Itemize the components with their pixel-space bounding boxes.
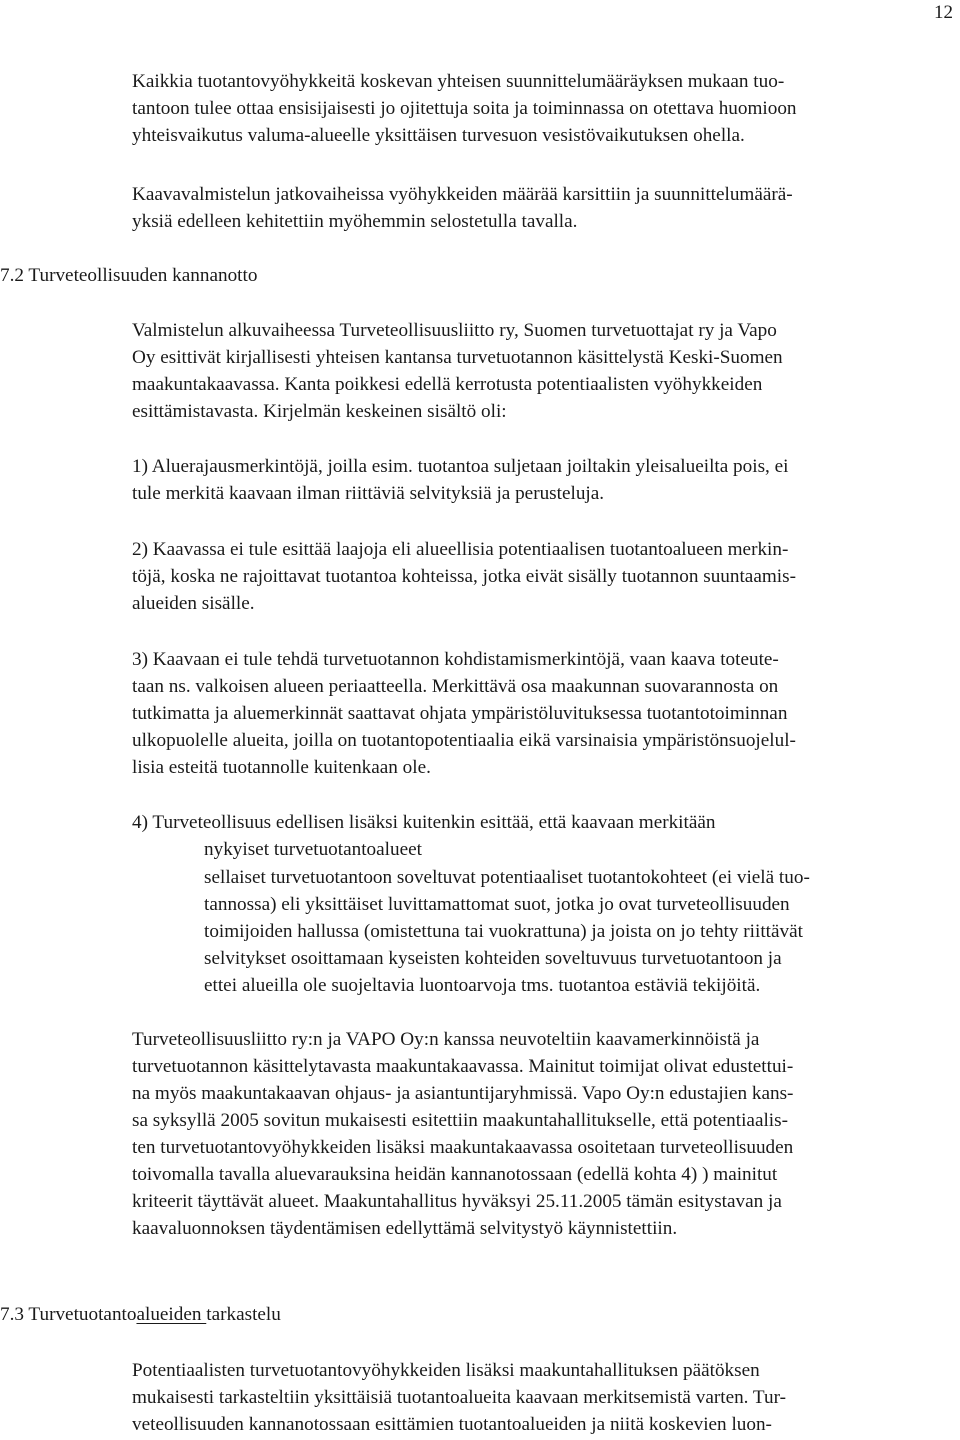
line: ettei alueilla ole suojeltavia luontoarvoja tms. tuotantoa estäviä tekijöitä. — [204, 975, 761, 996]
line: selvitykset osoittamaan kyseisten kohteiden soveltuvuus turvetuotantoon ja — [204, 948, 782, 969]
section-7-2-paragraph — [132, 317, 960, 425]
line: tule merkitä kaavaan ilman riittäviä selvityksiä ja perusteluja. — [132, 483, 605, 504]
closing-paragraph — [132, 1026, 960, 1242]
line: tantoon tulee ottaa ensisijaisesti jo ojitettuja soita ja toiminnassa on otettava huomioon — [132, 98, 797, 119]
line: Potentiaalisten turvetuotantovyöhykkeiden lisäksi maakuntahallituksen päätöksen — [132, 1360, 760, 1381]
line: 2) Kaavassa ei tule esittää laajoja eli alueellisia potentiaalisen tuotantoalueen merkin- — [132, 539, 789, 560]
line: Valmistelun alkuvaiheessa Turveteollisuusliitto ry, Suomen turvetuottajat ry ja Vapo — [132, 320, 777, 341]
line: Turveteollisuusliitto ry:n ja VAPO Oy:n kanssa neuvoteltiin kaavamerkinnöistä ja — [132, 1029, 760, 1050]
list-item-3 — [132, 646, 960, 781]
line: taan ns. valkoisen alueen periaatteella. Merkittävä osa maakunnan suovarannosta on — [132, 676, 779, 697]
heading-suffix: tarkastelu — [206, 1304, 281, 1325]
section-7-3-paragraph — [132, 1357, 960, 1438]
line: turvetuotannon käsittelytavasta maakuntakaavassa. Mainitut toimijat olivat edustettui- — [132, 1056, 794, 1077]
heading-underlined: alueiden — [136, 1304, 207, 1325]
dash-text: nykyiset turvetuotantoalueet — [204, 839, 422, 860]
line: veteollisuuden kannanotossaan esittämien tuotantoalueiden ja niitä koskevien luon- — [132, 1414, 772, 1435]
line: alueiden sisälle. — [132, 593, 255, 614]
line: tutkimatta ja aluemerkinnät saattavat ohjata ympäristöluvituksessa tuotantotoiminnan — [132, 703, 788, 724]
line: Oy esittivät kirjallisesti yhteisen kantansa turvetuotannon käsittelystä Keski-Suomen — [132, 347, 783, 368]
list-item-2 — [132, 536, 960, 617]
line: Kaikkia tuotantovyöhykkeitä koskevan yhteisen suunnittelumääräyksen mukaan tuo- — [132, 71, 785, 92]
line: ten turvetuotantovyöhykkeiden lisäksi maakuntakaavassa osoitetaan turveteollisuuden — [132, 1137, 794, 1158]
list-item-4 — [132, 809, 960, 836]
line: toivomalla tavalla aluevarauksina heidän kannanotossaan (edellä kohta 4) ) mainitut — [132, 1164, 778, 1185]
line: 3) Kaavaan ei tule tehdä turvetuotannon kohdistamismerkintöjä, vaan kaava toteute- — [132, 649, 779, 670]
line: tannossa) eli yksittäiset luvittamattomat suot, jotka jo ovat turveteollisuuden — [204, 894, 790, 915]
line: sellaiset turvetuotantoon soveltuvat potentiaaliset tuotantokohteet (ei vielä tuo- — [204, 867, 810, 888]
page-number: 12 — [934, 2, 953, 23]
line: sa syksyllä 2005 sovitun mukaisesti esitettiin maakuntahallitukselle, että potentiaalis- — [132, 1110, 788, 1131]
line: lisia esteitä tuotannolle kuitenkaan ole. — [132, 757, 431, 778]
line: mukaisesti tarkasteltiin yksittäisiä tuotantoalueita kaavaan merkitsemistä varten. Tur- — [132, 1387, 786, 1408]
planning-paragraph — [132, 181, 960, 235]
line: yksiä edelleen kehitettiin myöhemmin selostetulla tavalla. — [132, 211, 578, 232]
line: kaavaluonnoksen täydentämisen edellyttämä selvitystyö käynnistettiin. — [132, 1218, 678, 1239]
list-item-1 — [132, 453, 960, 507]
line: 1) Aluerajausmerkintöjä, joilla esim. tuotantoa suljetaan joiltakin yleisalueilta pois, ei — [132, 456, 789, 477]
line: toimijoiden hallussa (omistettuna tai vuokrattuna) ja joista on jo tehty riittävät — [204, 921, 803, 942]
line: Kaavavalmistelun jatkovaiheissa vyöhykkeiden määrää karsittiin ja suunnittelumäärä- — [132, 184, 793, 205]
line: maakuntakaavassa. Kanta poikkesi edellä kerrotusta potentiaalisten vyöhykkeiden — [132, 374, 763, 395]
line: na myös maakuntakaavan ohjaus- ja asiantuntijaryhmissä. Vapo Oy:n edustajien kans- — [132, 1083, 794, 1104]
intro-paragraph — [132, 68, 960, 149]
line: töjä, koska ne rajoittavat tuotantoa kohteissa, jotka eivät sisälly tuotannon suuntaamis- — [132, 566, 796, 587]
line: esittämistavasta. Kirjelmän keskeinen sisältö oli: — [132, 401, 507, 422]
dash-text — [204, 864, 960, 999]
heading-prefix: 7.3 Turvetuotanto — [0, 1304, 137, 1325]
section-heading-7-2: 7.2 Turveteollisuuden kannanotto — [0, 265, 258, 286]
line: kriteerit täyttävät alueet. Maakuntahallitus hyväksyi 25.11.2005 tämän esitystavan ja — [132, 1191, 782, 1212]
line: yhteisvaikutus valuma-alueelle yksittäisen turvesuon vesistövaikutuksen ohella. — [132, 125, 745, 146]
line: ulkopuolelle alueita, joilla on tuotantopotentiaalia eikä varsinaisia ympäristönsuojelul- — [132, 730, 796, 751]
section-heading-7-3 — [0, 1301, 281, 1328]
line: 4) Turveteollisuus edellisen lisäksi kuitenkin esittää, että kaavaan merkitään — [132, 812, 716, 833]
